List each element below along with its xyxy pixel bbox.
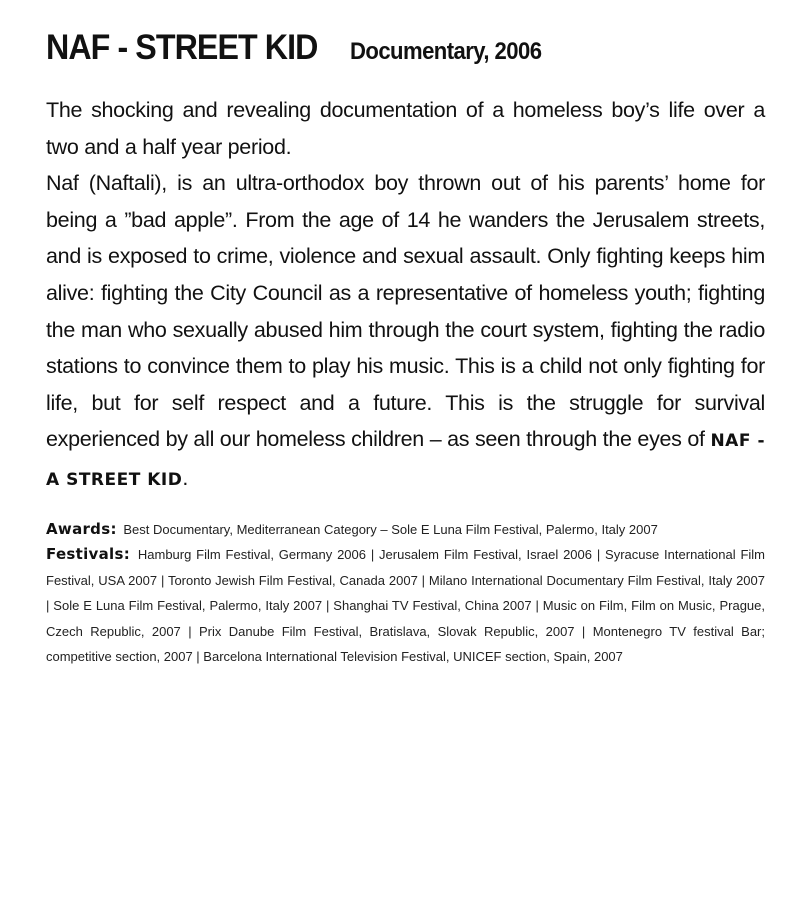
synopsis-paragraph-2-text: Naf (Naftali), is an ultra-orthodox boy thrown out of his parents’ home for being a ”bad apple”. From the age of 14 he wanders the Jerusalem streets, and is exposed to crime, violence and sexual assault. Only fighting keeps him alive: fighting the City Council as a representative of homeless youth; fighting the man who sexually abused him through the court system, fighting the radio stations to convince them to play his music. This is a child not only fighting for life, but for self respect and a future. This is the struggle for survival experienced by all our homeless children – as seen through the eyes of [46, 171, 765, 452]
festivals-label: Festivals: [46, 545, 131, 564]
awards-label: Awards: [46, 519, 117, 538]
film-title: NAF - STREET KID [46, 28, 318, 67]
title-row [46, 28, 765, 75]
document [46, 28, 765, 670]
credits [46, 517, 765, 670]
festivals-line [46, 542, 765, 670]
festivals-text: Hamburg Film Festival, Germany 2006 | Jerusalem Film Festival, Israel 2006 | Syracuse International Film Festival, USA 2007 | Toronto Jewish Film Festival, Canada 2007 | Milano International Documentary Film Festival, Italy 2007 | Sole E Luna Film Festival, Palermo, Italy 2007 | Shanghai TV Festival, China 2007 | Music on Film, Film on Music, Prague, Czech Republic, 2007 | Prix Danube Film Festival, Bratislava, Slovak Republic, 2007 | Montenegro TV festival Bar; competitive section, 2007 | Barcelona International Television Festival, UNICEF section, Spain, 2007 [46, 547, 765, 665]
film-name-emphasis: NAF - A STREET KID [46, 431, 765, 490]
film-subtitle: Documentary, 2006 [349, 38, 542, 65]
awards-line [46, 517, 765, 543]
awards-text: Best Documentary, Mediterranean Category – Sole E Luna Film Festival, Palermo, Italy 2007 [123, 521, 658, 537]
synopsis [46, 92, 765, 499]
synopsis-paragraph-1: The shocking and revealing documentation of a homeless boy’s life over a two and a half year period. [46, 98, 765, 159]
synopsis-closing-period: . [182, 465, 189, 490]
synopsis-paragraph-2 [46, 165, 765, 498]
